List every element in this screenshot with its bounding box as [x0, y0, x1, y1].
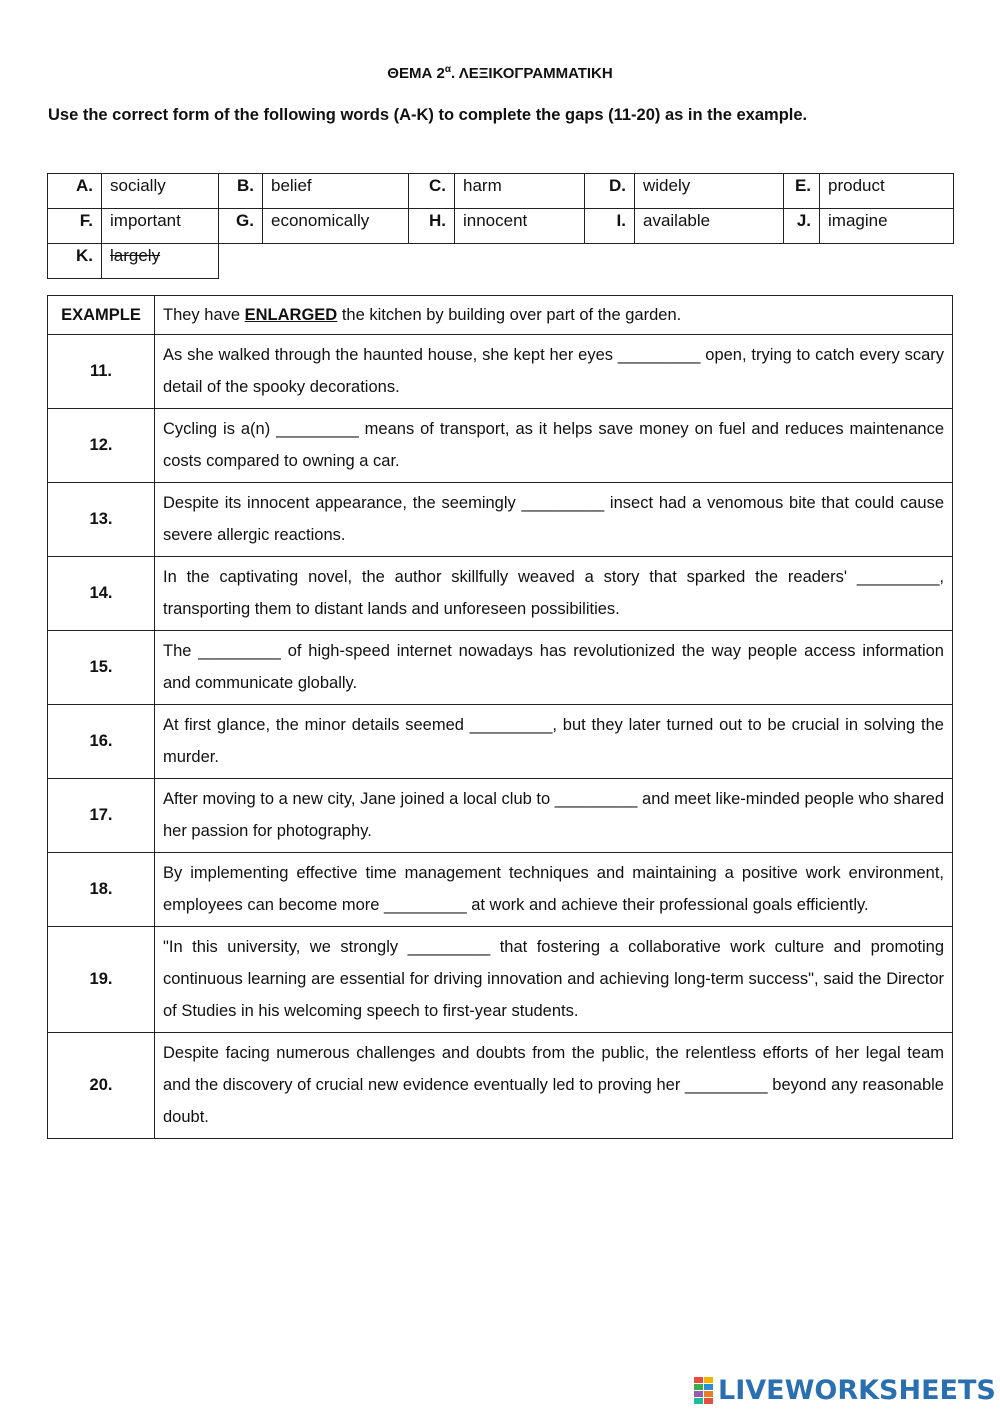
- question-row: [48, 335, 953, 409]
- word-letter: J.: [784, 209, 820, 244]
- question-row: [48, 631, 953, 705]
- word-bank-table: [47, 173, 954, 279]
- question-row: [48, 853, 953, 927]
- question-number: 13.: [48, 483, 155, 557]
- word-letter: A.: [48, 174, 102, 209]
- word-letter: D.: [585, 174, 635, 209]
- word-entry-used: largely: [102, 244, 219, 279]
- question-row: [48, 705, 953, 779]
- title-rest: . ΛΕΞΙΚΟΓΡΑΜΜΑΤΙΚΗ: [450, 65, 613, 82]
- empty-cell: [784, 244, 820, 279]
- question-row: [48, 927, 953, 1033]
- word-bank-row: [48, 174, 954, 209]
- word-letter: B.: [219, 174, 263, 209]
- title-main: ΘΕΜΑ 2: [387, 65, 445, 82]
- question-text: As she walked through the haunted house, she kept her eyes _________ open, trying to catch every scary detail of the spooky decorations.: [155, 335, 953, 409]
- empty-cell: [635, 244, 784, 279]
- word-entry: product: [820, 174, 954, 209]
- question-number: 19.: [48, 927, 155, 1033]
- liveworksheets-logo-icon: [694, 1376, 714, 1404]
- question-text: "In this university, we strongly _________ that fostering a collaborative work culture and promoting continuous learning are essential for driving innovation and achieving long-term success", said the Director of Studies in his welcoming speech to first-year students.: [155, 927, 953, 1033]
- question-row: [48, 483, 953, 557]
- word-bank-row: [48, 244, 954, 279]
- question-text: Cycling is a(n) _________ means of transport, as it helps save money on fuel and reduces maintenance costs compared to owning a car.: [155, 409, 953, 483]
- empty-cell: [820, 244, 954, 279]
- word-entry: economically: [263, 209, 409, 244]
- word-entry: harm: [455, 174, 585, 209]
- question-number: 16.: [48, 705, 155, 779]
- question-text: By implementing effective time management techniques and maintaining a positive work environment, employees can become more _________ at work and achieve their professional goals efficiently.: [155, 853, 953, 927]
- question-number: 18.: [48, 853, 155, 927]
- word-letter: H.: [409, 209, 455, 244]
- word-entry: innocent: [455, 209, 585, 244]
- word-entry: imagine: [820, 209, 954, 244]
- question-text: At first glance, the minor details seemed _________, but they later turned out to be crucial in solving the murder.: [155, 705, 953, 779]
- empty-cell: [409, 244, 455, 279]
- sentences-table: [47, 295, 953, 1139]
- title-superscript: α: [444, 64, 451, 75]
- word-letter: C.: [409, 174, 455, 209]
- word-entry: available: [635, 209, 784, 244]
- instructions: Use the correct form of the following words (A-K) to complete the gaps (11-20) as in the example.: [48, 106, 808, 124]
- word-entry: belief: [263, 174, 409, 209]
- question-row: [48, 557, 953, 631]
- word-entry: important: [102, 209, 219, 244]
- question-row: [48, 1033, 953, 1139]
- question-number: 20.: [48, 1033, 155, 1139]
- question-text: Despite its innocent appearance, the seemingly _________ insect had a venomous bite that could cause severe allergic reactions.: [155, 483, 953, 557]
- empty-cell: [263, 244, 409, 279]
- word-entry: socially: [102, 174, 219, 209]
- example-after: the kitchen by building over part of the garden.: [337, 306, 682, 324]
- word-letter: E.: [784, 174, 820, 209]
- empty-cell: [219, 244, 263, 279]
- word-bank-row: [48, 209, 954, 244]
- liveworksheets-logo: [694, 1374, 996, 1406]
- example-row: [48, 296, 953, 335]
- word-letter: G.: [219, 209, 263, 244]
- question-number: 12.: [48, 409, 155, 483]
- empty-cell: [585, 244, 635, 279]
- question-row: [48, 779, 953, 853]
- question-row: [48, 409, 953, 483]
- liveworksheets-logo-text: LIVEWORKSHEETS: [718, 1374, 996, 1406]
- word-letter: K.: [48, 244, 102, 279]
- empty-cell: [455, 244, 585, 279]
- word-letter: I.: [585, 209, 635, 244]
- question-text: In the captivating novel, the author skillfully weaved a story that sparked the readers' _________, transporting them to distant lands and unforeseen possibilities.: [155, 557, 953, 631]
- question-number: 15.: [48, 631, 155, 705]
- question-number: 11.: [48, 335, 155, 409]
- example-keyword: ENLARGED: [244, 306, 338, 324]
- page-title: [0, 64, 1000, 82]
- example-label: EXAMPLE: [48, 296, 155, 335]
- word-letter: F.: [48, 209, 102, 244]
- question-text: After moving to a new city, Jane joined a local club to _________ and meet like-minded people who shared her passion for photography.: [155, 779, 953, 853]
- question-text: The _________ of high-speed internet nowadays has revolutionized the way people access information and communicate globally.: [155, 631, 953, 705]
- example-sentence: [155, 296, 953, 335]
- question-number: 17.: [48, 779, 155, 853]
- word-entry: widely: [635, 174, 784, 209]
- example-before: They have: [163, 306, 245, 324]
- question-number: 14.: [48, 557, 155, 631]
- question-text: Despite facing numerous challenges and doubts from the public, the relentless efforts of her legal team and the discovery of crucial new evidence eventually led to proving her _________ beyond any reasonable doubt.: [155, 1033, 953, 1139]
